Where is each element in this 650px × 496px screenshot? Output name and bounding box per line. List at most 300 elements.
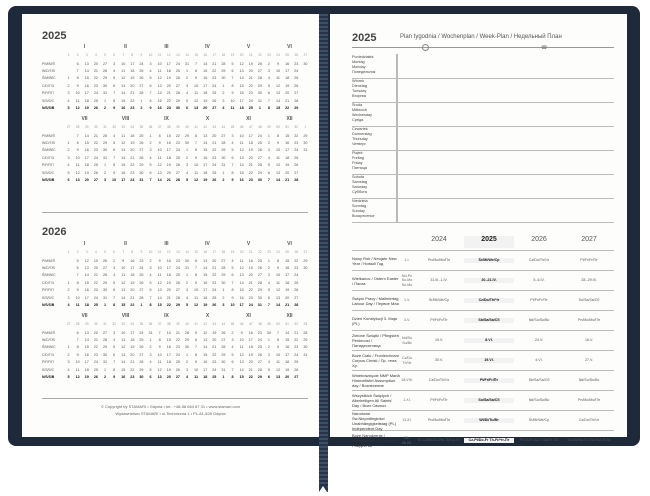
- day-cell: 9: [277, 345, 280, 350]
- day-cell: 11: [121, 273, 126, 278]
- day-cell: 5: [267, 288, 270, 293]
- day-cell: 3: [67, 295, 70, 300]
- day-cell: 13: [84, 330, 89, 335]
- day-cell: 31: [102, 295, 108, 300]
- day-cell: 9: [158, 141, 161, 146]
- day-name: Суббота: [352, 190, 367, 194]
- weekday-row: [42, 301, 310, 308]
- day-cell: 22: [166, 98, 171, 103]
- week-number: 4: [94, 53, 97, 57]
- day-cell: 13: [239, 273, 244, 278]
- day-cell: 8: [76, 76, 79, 81]
- weekday-row: [42, 264, 310, 271]
- day-cell: 24: [130, 178, 135, 183]
- day-cell: 1: [67, 345, 70, 350]
- day-cell: 26: [102, 258, 108, 263]
- day-cell: 3: [149, 266, 152, 271]
- week-number: 20: [239, 53, 244, 57]
- day-cell: 9: [158, 345, 161, 350]
- day-cell: 9: [76, 288, 79, 293]
- day-cell: 6: [195, 338, 198, 343]
- day-cell: 8: [113, 303, 116, 308]
- week-number: 5: [104, 250, 106, 254]
- day-block[interactable]: [352, 126, 614, 151]
- holiday-name: Wszystkich Świętych / Allerheiligen All Saints' Day / Всех Святых: [352, 393, 393, 408]
- day-name: Montag: [352, 60, 365, 64]
- day-cell: 20: [285, 91, 290, 96]
- day-cell: 8: [267, 106, 270, 111]
- day-cell: 24: [212, 163, 217, 168]
- day-cell: 18: [203, 375, 208, 380]
- day-cell: 1: [67, 141, 70, 146]
- day-cell: [64, 338, 73, 342]
- day-cell: 29: [139, 163, 144, 168]
- day-cell: 11: [75, 163, 80, 168]
- day-cell: 2: [185, 76, 188, 81]
- day-cell: 31: [148, 330, 153, 335]
- week-number: 49: [267, 125, 271, 129]
- week-number-row: [42, 53, 310, 60]
- day-cell: 25: [294, 280, 299, 285]
- day-cell: 20: [248, 155, 253, 160]
- holiday-day-cell: Pt/Fr/Fr/Пт: [530, 298, 548, 303]
- day-cell: 28: [102, 338, 108, 343]
- weekday-label: Ś/M/W/С: [42, 273, 56, 278]
- day-cell: 15: [121, 98, 126, 103]
- week-number: 43: [212, 125, 217, 129]
- day-cell: 26: [139, 141, 144, 146]
- day-cell: 24: [257, 133, 262, 138]
- day-cell: 3: [149, 148, 152, 153]
- day-block[interactable]: [352, 150, 614, 175]
- day-block[interactable]: [352, 174, 614, 199]
- holiday-day-cell: Cz/Do/Th/Чт: [578, 418, 600, 423]
- day-cell: 10: [276, 273, 281, 278]
- day-cell: 10: [194, 367, 199, 372]
- weekday-cells: [64, 106, 310, 110]
- month-label: VIII: [121, 116, 130, 122]
- day-cell: 6: [195, 133, 198, 138]
- day-cell: 27: [175, 375, 180, 380]
- week-number: 21: [248, 250, 253, 254]
- day-cell: 7: [76, 338, 79, 343]
- day-cell: 11: [194, 375, 199, 380]
- day-cell: 14: [121, 295, 126, 300]
- week-number: 28: [75, 322, 80, 326]
- holiday-row: [352, 430, 614, 450]
- day-cell: 8: [149, 98, 152, 103]
- day-cell: 16: [130, 258, 135, 263]
- week-number: 50: [276, 125, 280, 129]
- day-cell: 6: [149, 83, 152, 88]
- day-block[interactable]: [352, 102, 614, 127]
- day-cell: 12: [194, 178, 199, 183]
- day-cell: 15: [203, 273, 208, 278]
- day-cell: 14: [239, 163, 244, 168]
- weekday-label: N/S/S/В: [42, 375, 55, 380]
- day-cell: 4: [231, 258, 234, 263]
- day-name: Freitag: [352, 156, 364, 160]
- holiday-row: [352, 350, 614, 370]
- day-cell: 30: [257, 178, 262, 183]
- day-name: Воскресенье: [352, 214, 375, 218]
- week-number: 28: [75, 125, 80, 129]
- day-cell: 23: [212, 76, 217, 81]
- day-cell: 19: [203, 178, 208, 183]
- day-cell: 19: [248, 266, 253, 271]
- day-cell: 23: [175, 258, 180, 263]
- day-cell: 9: [113, 106, 116, 111]
- week-number: 31: [103, 125, 107, 129]
- day-cell: 20: [212, 258, 217, 263]
- day-cell: 17: [203, 163, 208, 168]
- day-block[interactable]: [352, 78, 614, 103]
- weekday-label: N/S/S/В: [42, 303, 55, 308]
- day-cell: 4: [267, 76, 270, 81]
- day-name: Четверг: [352, 142, 366, 146]
- holiday-day-cell: 24.V.: [534, 338, 544, 343]
- week-number: 43: [212, 322, 217, 326]
- day-cell: 21: [212, 345, 217, 350]
- day-cell: 5: [195, 330, 198, 335]
- month-label: VIII: [121, 313, 130, 319]
- holiday-day-cell: Pn/Mo/Mo/Пн: [428, 258, 450, 263]
- day-cell: 31: [102, 91, 108, 96]
- day-cell: 3: [185, 83, 188, 88]
- day-cell: 7: [277, 330, 280, 335]
- day-cell: 11: [75, 303, 80, 308]
- day-cell: 3: [231, 133, 234, 138]
- day-cell: 18: [285, 76, 290, 81]
- day-cell: 30: [266, 330, 272, 335]
- left-page: [22, 14, 319, 437]
- day-cell: 31: [102, 155, 108, 160]
- day-cell: 1: [258, 106, 261, 111]
- week-number: 53: [303, 322, 308, 326]
- day-cell: 9: [149, 106, 152, 111]
- day-cell: 23: [257, 330, 262, 335]
- day-cell: 10: [157, 352, 162, 357]
- day-cell: 9: [231, 178, 234, 183]
- holiday-date: 25-26.XII.: [401, 436, 413, 445]
- day-cell: [301, 99, 310, 103]
- day-cell: 23: [248, 295, 253, 300]
- day-cell: 26: [175, 163, 180, 168]
- day-cell: 19: [285, 367, 290, 372]
- day-cell: 16: [285, 141, 290, 146]
- day-cell: 21: [175, 330, 180, 335]
- holiday-date: 1.I.: [404, 258, 410, 263]
- day-cell: 5: [185, 98, 188, 103]
- holiday-day-cell: Pt/Fr/Fr/Пт: [580, 258, 598, 263]
- week-number: 52: [294, 125, 299, 129]
- day-cell: 17: [130, 330, 135, 335]
- day-cell: 26: [175, 367, 180, 372]
- holiday-name: Święto Pracy / Maifeiertag Labour Day / Первое Мая: [352, 295, 399, 306]
- day-cell: 3: [222, 98, 225, 103]
- holiday-day-cell: 19.VI.: [464, 358, 514, 363]
- day-cell: 19: [248, 352, 253, 357]
- phone-icon: ☎: [541, 45, 548, 51]
- day-cell: 28: [102, 133, 108, 138]
- day-cell: 4: [222, 106, 225, 111]
- day-cell: 10: [121, 266, 126, 271]
- day-cell: 25: [257, 258, 262, 263]
- day-cell: 19: [166, 76, 171, 81]
- day-cell: 25: [93, 163, 98, 168]
- day-cell: 2: [140, 106, 143, 111]
- day-cell: 31: [221, 163, 226, 168]
- footer-divider: [42, 398, 308, 399]
- day-cell: 5: [267, 367, 270, 372]
- year-heading-2025: 2025: [42, 30, 67, 42]
- weekday-row: [42, 336, 310, 343]
- day-cell: 12: [121, 141, 126, 146]
- week-number: 24: [276, 250, 280, 254]
- day-cell: 5: [113, 141, 116, 146]
- holiday-day-cell: 16.V.: [584, 338, 594, 343]
- day-cell: 27: [212, 106, 217, 111]
- day-cell: 6: [231, 273, 234, 278]
- day-cell: 12: [121, 280, 126, 285]
- day-cell: 17: [239, 303, 244, 308]
- day-cell: 11: [276, 155, 280, 160]
- day-cell: 24: [294, 148, 299, 153]
- day-cell: 6: [76, 61, 79, 66]
- month-label: IV: [205, 241, 210, 247]
- day-cell: 17: [248, 133, 253, 138]
- day-cell: 18: [166, 273, 171, 278]
- day-cell: 22: [294, 258, 299, 263]
- week-plan-title: Plan tygodnia / Wochenplan / Week-Plan / Недельный План: [400, 34, 562, 40]
- week-number: 12: [166, 250, 171, 254]
- day-cell: 17: [248, 338, 253, 343]
- day-cell: 6: [76, 330, 79, 335]
- month-label: I: [83, 44, 86, 50]
- day-name: Piątek: [352, 151, 363, 155]
- week-number: 50: [276, 322, 280, 326]
- day-cell: 20: [166, 83, 171, 88]
- week-number: 30: [94, 322, 98, 326]
- day-cell: [64, 266, 73, 270]
- day-cell: 2: [149, 141, 152, 146]
- day-cell: 12: [276, 288, 281, 293]
- holiday-row: [352, 370, 614, 390]
- day-cell: 1: [267, 133, 270, 138]
- day-cell: 7: [113, 155, 116, 160]
- week-number: 48: [258, 322, 262, 326]
- day-cell: 13: [157, 83, 162, 88]
- day-cell: 27: [294, 91, 299, 96]
- weekday-label: P/F/F/П: [42, 91, 54, 96]
- day-cell: 28: [294, 303, 299, 308]
- day-cell: 1: [222, 288, 225, 293]
- day-cell: 5: [67, 170, 70, 175]
- day-cell: 21: [248, 76, 253, 81]
- day-cell: 16: [239, 91, 244, 96]
- holiday-date: 3.V.: [403, 318, 411, 323]
- day-cell: 12: [239, 148, 244, 153]
- day-cell: 29: [303, 338, 308, 343]
- day-cell: 17: [166, 266, 171, 271]
- day-cell: 29: [221, 273, 226, 278]
- day-cell: 15: [203, 352, 208, 357]
- day-cell: 27: [294, 170, 299, 175]
- weekday-cells: [64, 148, 310, 152]
- week-number: 21: [248, 53, 253, 57]
- holiday-row: [352, 270, 614, 290]
- calendar-2026-first-half: [42, 241, 310, 309]
- day-cell: 17: [84, 155, 89, 160]
- day-cell: 1: [103, 303, 107, 308]
- day-cell: 28: [294, 178, 299, 183]
- day-cell: [301, 296, 310, 300]
- holiday-day-cell: Wt/Di/Tu/Вт: [464, 418, 514, 423]
- day-cell: 5: [149, 367, 152, 372]
- day-cell: 7: [113, 91, 116, 96]
- holiday-name: Boże Ciało / Fronleichnam Corpus Christi / Пр. тела Хр.: [352, 353, 399, 368]
- day-cell: [301, 156, 310, 160]
- day-cell: [64, 62, 73, 66]
- day-block[interactable]: [352, 198, 614, 223]
- day-cell: 2: [185, 280, 188, 285]
- day-cell: 24: [248, 98, 253, 103]
- day-cell: 6: [76, 266, 79, 271]
- weekday-row: [42, 90, 310, 97]
- day-cell: 1: [222, 170, 225, 175]
- day-cell: 9: [76, 148, 79, 153]
- weekday-label: P/M/M/П: [42, 330, 56, 335]
- day-cell: 21: [93, 69, 98, 74]
- day-cell: 3: [67, 155, 70, 160]
- day-cell: 25: [175, 69, 180, 74]
- day-cell: 12: [75, 375, 80, 380]
- day-cell: 25: [248, 106, 253, 111]
- day-cell: 24: [248, 303, 253, 308]
- holiday-date: Nd-Pn So-Mo Su-Mo: [401, 273, 413, 287]
- holiday-day-cell: Pt-Sb/Fr-Sa F-Sa/Пт-Сб: [519, 438, 559, 443]
- day-cell: 27: [102, 61, 108, 66]
- day-cell: 7: [195, 345, 198, 350]
- day-cell: 2: [149, 345, 152, 350]
- day-cell: 11: [239, 258, 244, 263]
- day-name: Wednesday: [352, 113, 372, 117]
- day-cell: 18: [130, 69, 135, 74]
- day-block[interactable]: [352, 54, 614, 79]
- day-cell: 1: [103, 163, 107, 168]
- day-cell: 23: [175, 345, 180, 350]
- day-cell: 23: [212, 280, 217, 285]
- day-cell: 27: [175, 288, 180, 293]
- week-number: 9: [140, 53, 143, 57]
- weekday-cells: [64, 288, 310, 292]
- day-cell: 19: [166, 280, 171, 285]
- week-number: 16: [203, 53, 207, 57]
- day-cell: 30: [257, 91, 262, 96]
- day-cell: 10: [121, 61, 126, 66]
- holiday-day-cell: Pn/Mo/Mo/Пн: [578, 398, 600, 403]
- day-cell: 19: [248, 61, 253, 66]
- day-cell: 20: [285, 170, 290, 175]
- day-cell: 2: [222, 91, 225, 96]
- week-number: 10: [148, 250, 153, 254]
- day-cell: 2: [267, 61, 270, 66]
- week-number: 49: [267, 322, 271, 326]
- day-cell: 13: [121, 288, 126, 293]
- day-cell: 2: [185, 360, 188, 365]
- bookmark-ribbon[interactable]: [319, 14, 328, 492]
- day-cell: 20: [248, 69, 253, 74]
- day-cell: 26: [93, 170, 98, 175]
- day-cell: 10: [75, 360, 80, 365]
- weekday-row: [42, 351, 310, 358]
- weekday-cells: [64, 76, 310, 80]
- day-cell: 20: [166, 288, 171, 293]
- day-cell: 18: [203, 295, 208, 300]
- day-cell: 6: [195, 258, 198, 263]
- day-cell: 1: [140, 98, 143, 103]
- day-cell: 10: [276, 148, 281, 153]
- weekday-label: Ś/M/W/С: [42, 76, 56, 81]
- day-cell: 16: [239, 178, 244, 183]
- weekday-row: [42, 257, 310, 264]
- week-number: 34: [130, 322, 135, 326]
- weekday-row: [42, 104, 310, 111]
- day-cell: [301, 171, 310, 175]
- day-cell: 25: [257, 141, 262, 146]
- holiday-date: 15.VIII.: [401, 378, 413, 383]
- day-cell: 6: [149, 170, 152, 175]
- day-cell: 12: [121, 345, 126, 350]
- day-cell: 16: [239, 295, 244, 300]
- day-cell: 16: [121, 106, 126, 111]
- day-cell: 16: [203, 155, 208, 160]
- day-cell: 21: [248, 280, 253, 285]
- holiday-day-cell: Pn/Mo/Mo/Пн: [428, 418, 450, 423]
- week-number: 8: [131, 250, 134, 254]
- day-cell: 18: [285, 280, 290, 285]
- day-cell: 19: [203, 98, 208, 103]
- day-cell: 21: [166, 91, 171, 96]
- weekday-cells: [64, 178, 310, 182]
- day-cell: 11: [75, 98, 80, 103]
- day-cell: 7: [158, 330, 161, 335]
- holiday-day-cell: Nd/So/Su/Вс: [528, 398, 550, 403]
- day-name: Saturday: [352, 185, 368, 189]
- holiday-row: [352, 290, 614, 310]
- month-label: III: [164, 44, 169, 50]
- day-cell: 7: [195, 141, 198, 146]
- day-cell: 14: [121, 155, 126, 160]
- day-cell: 16: [157, 106, 162, 111]
- day-cell: 17: [285, 273, 290, 278]
- month-label: VI: [287, 44, 292, 50]
- day-cell: 16: [84, 288, 89, 293]
- week-number: 1: [67, 250, 70, 254]
- weekday-cells: [64, 156, 310, 160]
- week-number: 4: [94, 250, 97, 254]
- day-cell: 28: [184, 330, 190, 335]
- holiday-row: [352, 410, 614, 430]
- day-cell: 19: [93, 258, 98, 263]
- day-cell: 30: [303, 345, 308, 350]
- day-cell: 13: [194, 106, 199, 111]
- holiday-day-cell: Pt/Fr/Fr/Пт: [430, 318, 448, 323]
- weekday-label: P/M/M/П: [42, 61, 56, 66]
- day-cell: 27: [93, 178, 98, 183]
- day-cell: 12: [239, 61, 244, 66]
- holiday-day-cell: 31.III.-1.IV.: [430, 278, 448, 283]
